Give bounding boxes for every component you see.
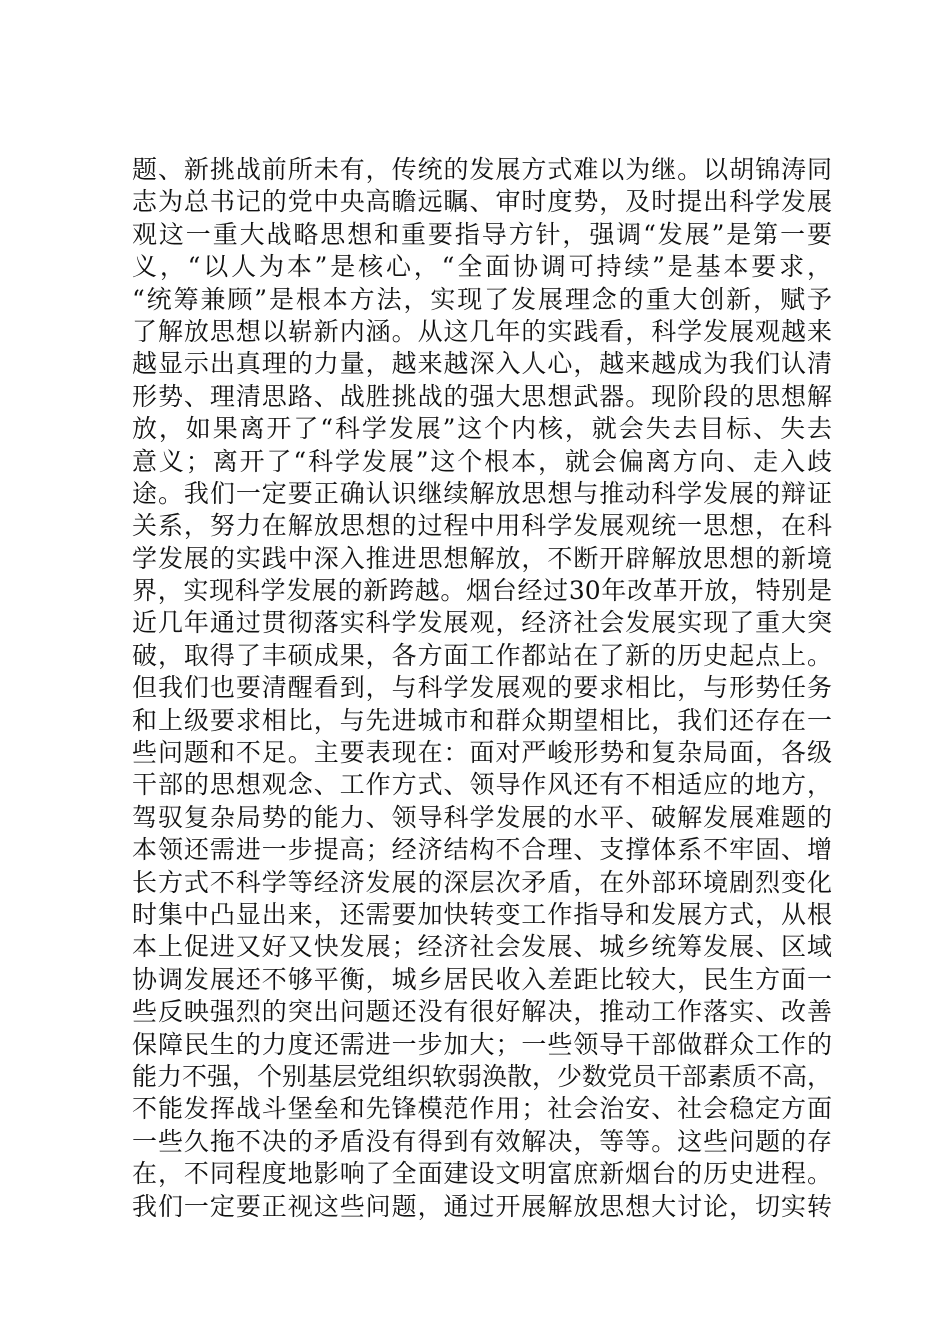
text-line: 志为总书记的党中央高瞻远瞩、审时度势，及时提出科学发展 xyxy=(132,187,832,217)
body-text xyxy=(132,154,832,1223)
text-line: 界，实现科学发展的新跨越。烟台经过30年改革开放，特别是 xyxy=(132,576,832,606)
text-line: 在，不同程度地影响了全面建设文明富庶新烟台的历史进程。 xyxy=(132,1159,832,1189)
text-line: 观这一重大战略思想和重要指导方针，强调“发展”是第一要 xyxy=(132,219,832,249)
text-line: 放，如果离开了“科学发展”这个内核，就会失去目标、失去 xyxy=(132,414,832,444)
text-line: 近几年通过贯彻落实科学发展观，经济社会发展实现了重大突 xyxy=(132,608,832,638)
text-line: 义，“以人为本”是核心，“全面协调可持续”是基本要求， xyxy=(132,252,832,282)
text-line: 时集中凸显出来，还需要加快转变工作指导和发展方式，从根 xyxy=(132,899,832,929)
text-line: 越显示出真理的力量，越来越深入人心，越来越成为我们认清 xyxy=(132,349,832,379)
text-line: 意义；离开了“科学发展”这个根本，就会偏离方向、走入歧 xyxy=(132,446,832,476)
text-line: 一些久拖不决的矛盾没有得到有效解决，等等。这些问题的存 xyxy=(132,1126,832,1156)
text-line: 保障民生的力度还需进一步加大；一些领导干部做群众工作的 xyxy=(132,1029,832,1059)
text-line: 我们一定要正视这些问题，通过开展解放思想大讨论，切实转 xyxy=(132,1191,832,1221)
text-line: 不能发挥战斗堡垒和先锋模范作用；社会治安、社会稳定方面 xyxy=(132,1094,832,1124)
text-line: 了解放思想以崭新内涵。从这几年的实践看，科学发展观越来 xyxy=(132,316,832,346)
text-line: 和上级要求相比，与先进城市和群众期望相比，我们还存在一 xyxy=(132,705,832,735)
text-line: 驾驭复杂局势的能力、领导科学发展的水平、破解发展难题的 xyxy=(132,802,832,832)
text-line: 形势、理清思路、战胜挑战的强大思想武器。现阶段的思想解 xyxy=(132,381,832,411)
text-line: 但我们也要清醒看到，与科学发展观的要求相比，与形势任务 xyxy=(132,673,832,703)
text-line: 干部的思想观念、工作方式、领导作风还有不相适应的地方， xyxy=(132,770,832,800)
text-line: 破，取得了丰硕成果，各方面工作都站在了新的历史起点上。 xyxy=(132,640,832,670)
text-line: 学发展的实践中深入推进思想解放，不断开辟解放思想的新境 xyxy=(132,543,832,573)
text-line: 本领还需进一步提高；经济结构不合理、支撑体系不牢固、增 xyxy=(132,835,832,865)
text-line: 些反映强烈的突出问题还没有很好解决，推动工作落实、改善 xyxy=(132,997,832,1027)
text-line: 题、新挑战前所未有，传统的发展方式难以为继。以胡锦涛同 xyxy=(132,155,832,184)
text-line: 本上促进又好又快发展；经济社会发展、城乡统筹发展、区域 xyxy=(132,932,832,962)
text-line: 能力不强，个别基层党组织软弱涣散，少数党员干部素质不高， xyxy=(132,1061,833,1091)
text-line: “统筹兼顾”是根本方法，实现了发展理念的重大创新，赋予 xyxy=(132,284,832,314)
text-line: 关系，努力在解放思想的过程中用科学发展观统一思想，在科 xyxy=(132,511,832,541)
text-line: 协调发展还不够平衡，城乡居民收入差距比较大，民生方面一 xyxy=(132,964,832,994)
text-line: 途。我们一定要正确认识继续解放思想与推动科学发展的辩证 xyxy=(132,478,832,508)
text-line: 些问题和不足。主要表现在：面对严峻形势和复杂局面，各级 xyxy=(132,738,832,768)
text-line: 长方式不科学等经济发展的深层次矛盾，在外部环境剧烈变化 xyxy=(132,867,832,897)
